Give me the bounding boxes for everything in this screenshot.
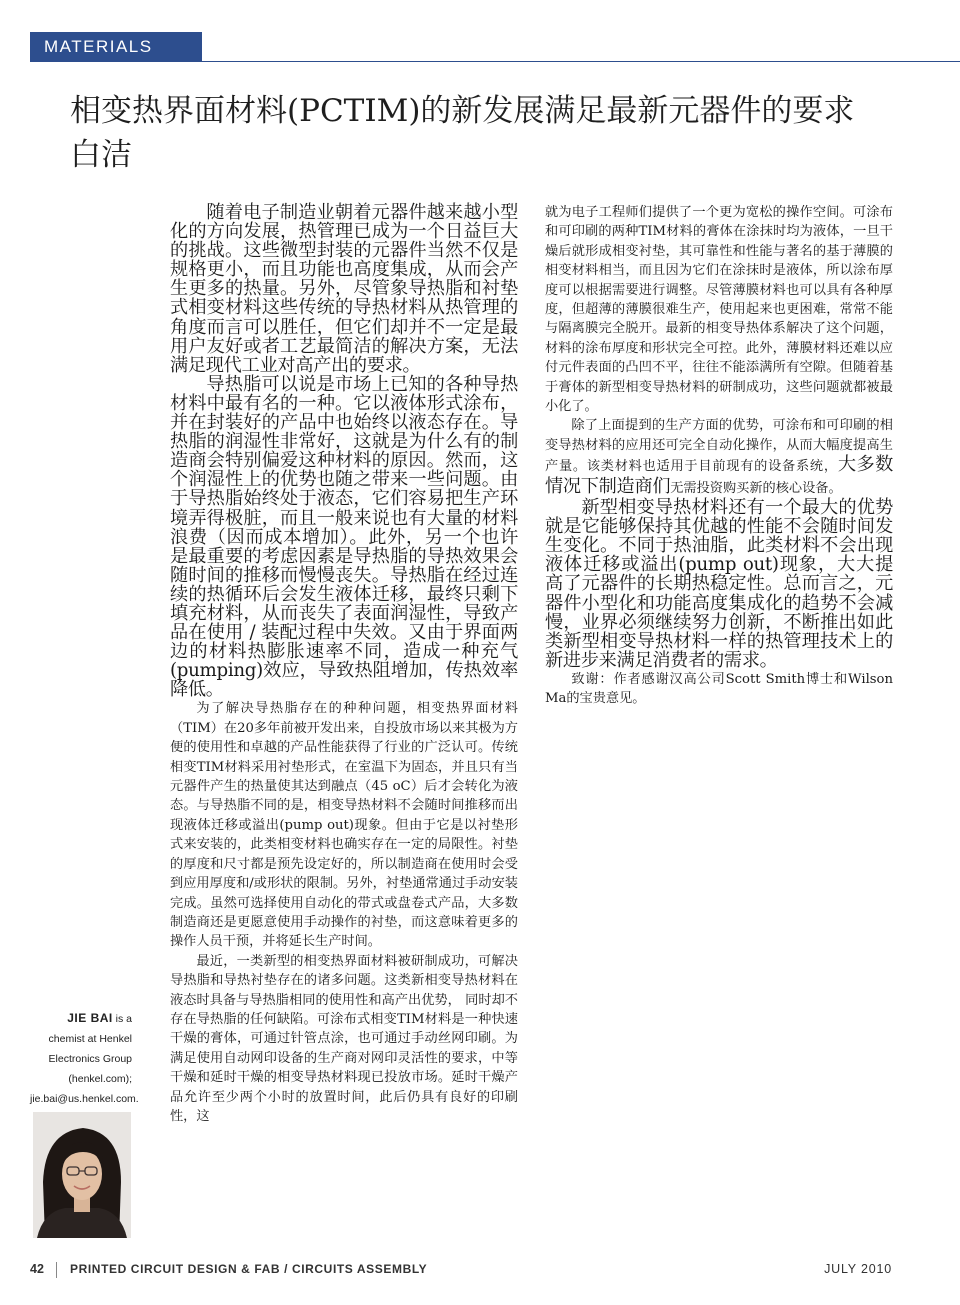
author-bio bbox=[30, 1008, 139, 1109]
column-left bbox=[170, 203, 518, 1126]
paragraph-new-materials: 最近，一类新型的相变热界面材料被研制成功，可解决导热脂和导热衬垫存在的诸多问题。这类新相变导热材料在液态时具备与导热脂相同的使用性和高产出优势， 同时却不存在导热脂的任何缺陷。可涂布式相变TIM材料是一种快速干燥的膏体，可通过针管点涂，也可通过手动丝网印刷。为满足使用自动网印设备的生产商对网印灵活性的要求，中等干燥和延时干燥的相变导热材料现已投放市场。延时干燥产品允许至少两个小时的放置时间，此后仍具有良好的印刷性，这 bbox=[170, 953, 518, 1124]
automation-text-b: 大多数情况下制造商们 bbox=[545, 454, 894, 497]
section-label: MATERIALS WORLD bbox=[30, 32, 202, 62]
automation-text-c: 无需投资购买新的核心设备。 bbox=[670, 480, 842, 496]
page-footer bbox=[30, 1262, 892, 1280]
header-rule bbox=[202, 61, 960, 62]
paragraph-continued: 就为电子工程师们提供了一个更为宽松的操作空间。可涂布和可印刷的两种TIM材料的膏体在涂抹时均为液体，一旦干燥后就形成相变衬垫，其可靠性和性能与著名的基于薄膜的相变材料相当，而且因为它们在涂抹时是液体，所以涂布厚度可以根据需要进行调整。尽管薄膜材料也可以具有各种厚度，但超薄的薄膜很难生产，使用起来也更困难，常常不能与隔离膜完全脱开。最新的相变导热体系解决了这个问题，材料的涂布厚度和形状完全可控。此外，薄膜材料还难以应付元件表面的凸凹不平，往往不能添满所有空隙。但随着基于膏体的新型相变导热材料的研制成功，这些问题就都被最小化了。 bbox=[545, 205, 893, 415]
automation-text-a: 除了上面提到的生产方面的优势，可涂布和可印刷的相变导热材料的应用还可完全自动化操作，从而大幅度提高生产量。该类材料也适用于目前现有的设备系统， bbox=[545, 418, 893, 475]
author-photo bbox=[33, 1112, 131, 1238]
paragraph-conclusion: 新型相变导热材料还有一个最大的优势就是它能够保持其优越的性能不会随时间发生变化。不同于热油脂，此类材料不会出现液体迁移或溢出(pump out)现象，大大提高了元器件的长期热稳定性。总而言之，元器件小型化和功能高度集成化的趋势不会减慢，业界必须继续努力创新，不断推出如此类新型相变导热材料一样的热管理技术上的新进步来满足消费者的需求。 bbox=[545, 497, 893, 671]
paragraph-phase-change-pads: 为了解决导热脂存在的种种问题，相变热界面材料（TIM）在20多年前被开发出来，自投放市场以来其极为方便的使用性和卓越的产品性能获得了行业的广泛认可。传统相变TIM材料采用衬垫形式，在室温下为固态，并且只有当元器件产生的热量使其达到融点（45 oC）后才会转化为液态。与导热脂不同的是，相变导热材料不会随时间推移而出现液体迁移或溢出(pump out)现象。但由于它是以衬垫形式来安装的，此类相变材料也确实存在一定的局限性。衬垫的厚度和尺寸都是预先设定好的，所以制造商在使用时会受到应用厚度和/或形状的限制。另外，衬垫通常通过手动安装完成。虽然可选择使用自动化的带式或盘卷式产品，大多数制造商还是更愿意使用手动操作的衬垫，而这意味着更多的操作人员干预，并将延长生产时间。 bbox=[170, 701, 518, 950]
paragraph-thermal-grease: 导热脂可以说是市场上已知的各种导热材料中最有名的一种。它以液体形式涂布，并在封装好的产品中也始终以液态存在。导热脂的润湿性非常好，这就是为什么有的制造商会特别偏爱这种材料的原因。然而，这个润湿性上的优势也随之带来一些问题。由于导热脂始终处于液态，它们容易把生产环境弄得极脏，而且一般来说也有大量的材料浪费（因而成本增加）。此外，另一个也许是最重要的考虑因素是导热脂的导热效果会随时间的推移而慢慢丧失。导热脂在经过连续的热循环后会发生液体迁移，最终只剩下填充材料，从而丧失了表面润湿性，导致产品在使用 / 装配过程中失效。又由于界面两边的材料热膨胀速率不同，造成一种充气(pumping)效应，导致热阻增加，传热效率降低。 bbox=[170, 373, 518, 701]
footer-divider bbox=[56, 1262, 57, 1278]
article-title: 相变热界面材料(PCTIM)的新发展满足最新元器件的要求 bbox=[70, 93, 855, 129]
bio-text: is a chemist at Henkel Electronics Group (henkel.com); jie.bai@us.henkel.com. bbox=[30, 1013, 139, 1105]
publication-name: PRINTED CIRCUIT DESIGN & FAB / CIRCUITS ASSEMBLY bbox=[70, 1262, 428, 1276]
paragraph-intro: 随着电子制造业朝着元器件越来越小型化的方向发展，热管理已成为一个日益巨大的挑战。这些微型封装的元器件当然不仅是规格更小，而且功能也高度集成，从而会产生更多的热量。另外，尽管象导热脂和衬垫式相变材料这些传统的导热材料从热管理的角度而言可以胜任，但它们却并不一定是最用户友好或者工艺最简洁的解决方案，无法满足现代工业对高产出的要求。 bbox=[170, 202, 518, 376]
article-author: 白洁 bbox=[70, 137, 132, 173]
issue-date: JULY 2010 bbox=[824, 1262, 892, 1276]
column-right bbox=[545, 203, 893, 709]
paragraph-acknowledgement: 致谢：作者感谢汉高公司Scott Smith博士和Wilson Ma的宝贵意见。 bbox=[545, 671, 893, 707]
page-number: 42 bbox=[30, 1262, 44, 1276]
paragraph-automation bbox=[545, 416, 893, 498]
bio-author-name: JIE BAI bbox=[67, 1011, 113, 1025]
